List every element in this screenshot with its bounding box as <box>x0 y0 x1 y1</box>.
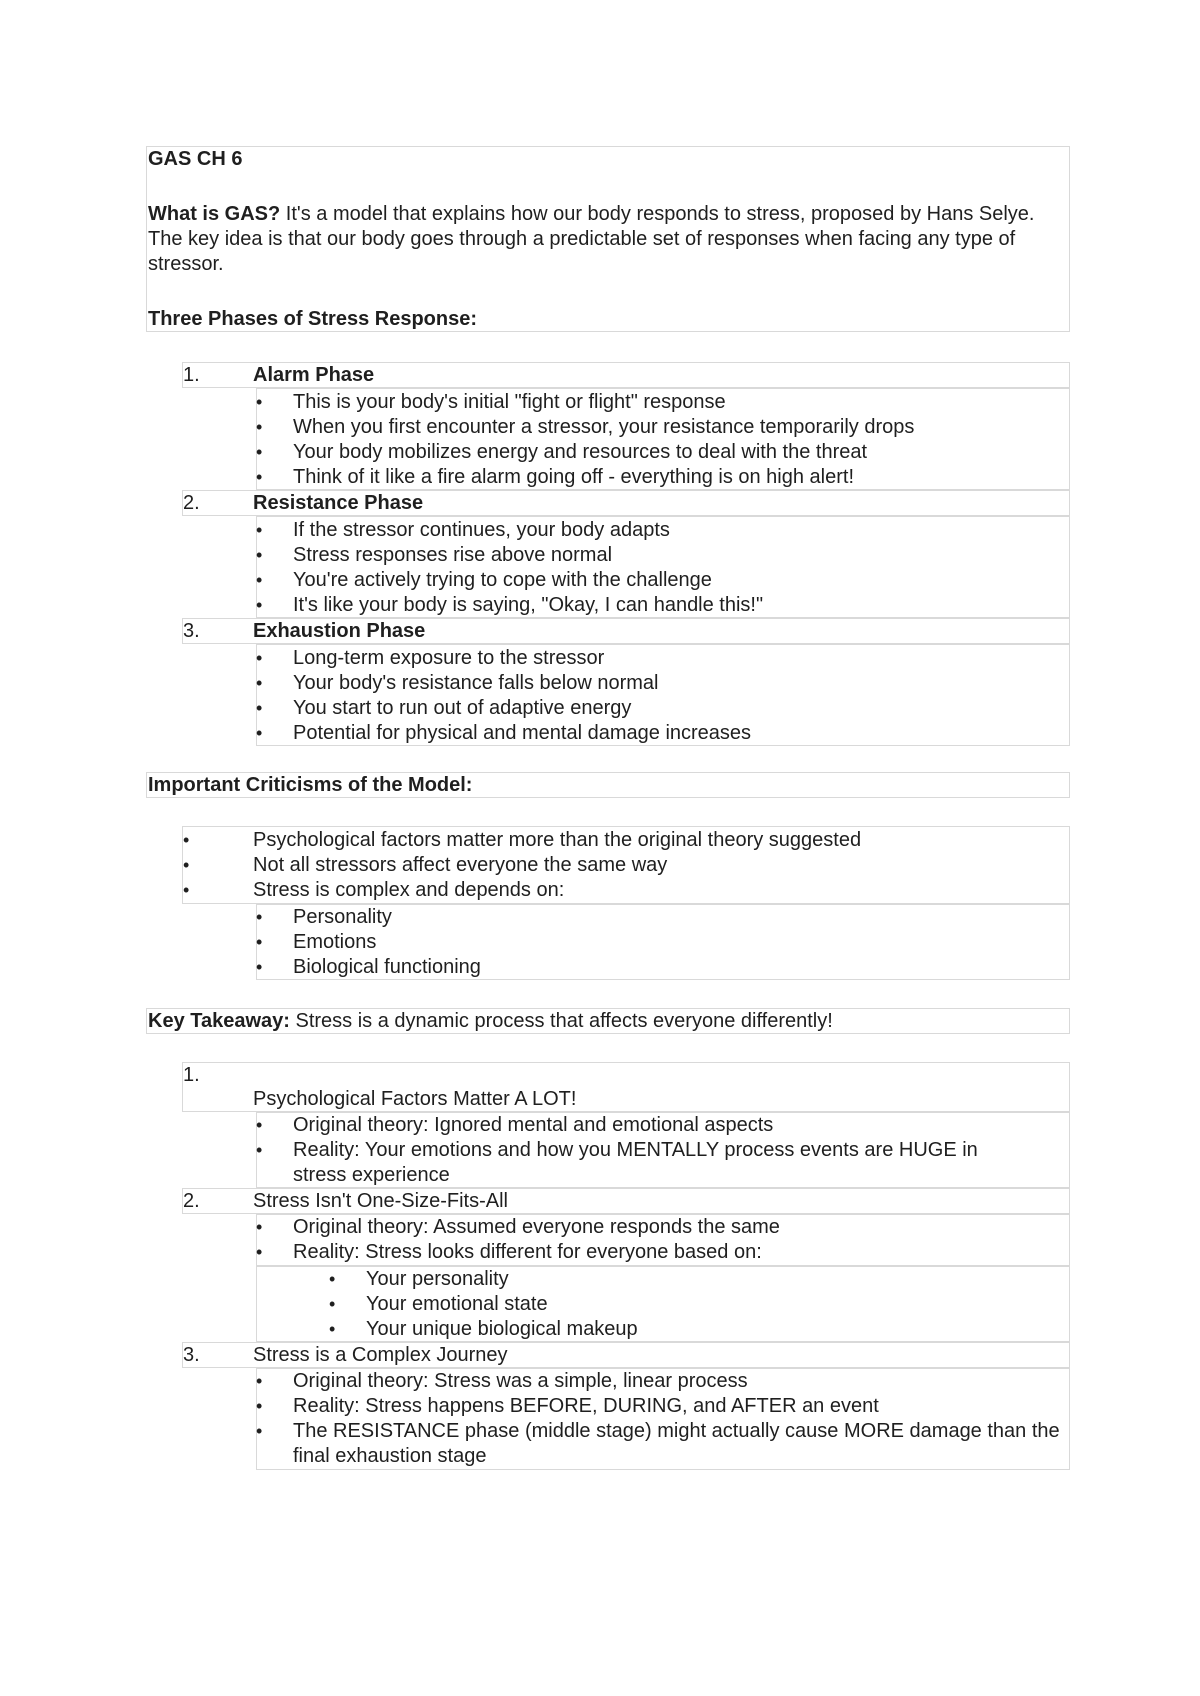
phase-1-item: Your body mobilizes energy and resources to deal with the threat <box>293 441 868 463</box>
detail-3-title: Stress is a Complex Journey <box>253 1344 508 1366</box>
bullet-icon: • <box>256 417 263 437</box>
bullet-icon: • <box>183 880 190 900</box>
detail-2-subitem: Your emotional state <box>366 1293 548 1315</box>
bullet-icon: • <box>329 1319 336 1339</box>
bullet-icon: • <box>256 1140 263 1160</box>
detail-3-item: The RESISTANCE phase (middle stage) might actually cause MORE damage than the final exhaustion stage <box>293 1420 1060 1467</box>
detail-2-subitem: Your unique biological makeup <box>366 1318 638 1340</box>
bullet-icon: • <box>256 1115 263 1135</box>
bullet-icon: • <box>256 1371 263 1391</box>
bullet-icon: • <box>256 442 263 462</box>
bullet-icon: • <box>256 907 263 927</box>
phase-2-item: You're actively trying to cope with the challenge <box>293 569 712 591</box>
takeaway-text: Stress is a dynamic process that affects everyone differently! <box>289 1010 833 1032</box>
detail-2-item: Original theory: Assumed everyone responds the same <box>293 1216 780 1238</box>
bullet-icon: • <box>183 855 190 875</box>
phases-heading: Three Phases of Stress Response: <box>148 308 478 330</box>
criticisms-heading: Important Criticisms of the Model: <box>148 774 473 796</box>
phase-1-name: Alarm Phase <box>253 364 375 386</box>
phase-3-number: 3. <box>183 620 200 642</box>
phase-3-item: Your body's resistance falls below normal <box>293 672 659 694</box>
criticism-item: Stress is complex and depends on: <box>253 879 565 901</box>
bullet-icon: • <box>256 1396 263 1416</box>
phase-3-item: You start to run out of adaptive energy <box>293 697 632 719</box>
bullet-icon: • <box>256 1242 263 1262</box>
depends-item: Biological functioning <box>293 956 481 978</box>
bullet-icon: • <box>256 1421 263 1441</box>
bullet-icon: • <box>256 673 263 693</box>
detail-2-number: 2. <box>183 1190 200 1212</box>
phase-2-number: 2. <box>183 492 200 514</box>
phase-3-name: Exhaustion Phase <box>253 620 426 642</box>
phase-2-item: Stress responses rise above normal <box>293 544 613 566</box>
detail-1-number: 1. <box>183 1064 200 1086</box>
detail-2-item: Reality: Stress looks different for everyone based on: <box>293 1241 762 1263</box>
bullet-icon: • <box>256 648 263 668</box>
takeaway-label: Key Takeaway: <box>148 1010 290 1032</box>
detail-3-number: 3. <box>183 1344 200 1366</box>
bullet-icon: • <box>256 932 263 952</box>
bullet-icon: • <box>256 392 263 412</box>
criticism-item: Psychological factors matter more than the original theory suggested <box>253 829 862 851</box>
phase-2-item: It's like your body is saying, "Okay, I can handle this!" <box>293 594 764 616</box>
bullet-icon: • <box>183 830 190 850</box>
detail-1-title: Psychological Factors Matter A LOT! <box>253 1088 577 1110</box>
intro-question: What is GAS? <box>148 203 281 225</box>
phase-2-name: Resistance Phase <box>253 492 424 514</box>
detail-3-item: Original theory: Stress was a simple, linear process <box>293 1370 748 1392</box>
bullet-icon: • <box>256 1217 263 1237</box>
phase-1-number: 1. <box>183 364 200 386</box>
criticism-item: Not all stressors affect everyone the same way <box>253 854 668 876</box>
bullet-icon: • <box>256 520 263 540</box>
bullet-icon: • <box>256 570 263 590</box>
phase-3-item: Potential for physical and mental damage increases <box>293 722 752 744</box>
bullet-icon: • <box>329 1294 336 1314</box>
phase-2-item: If the stressor continues, your body adapts <box>293 519 670 541</box>
detail-1-item: Reality: Your emotions and how you MENTALLY process events are HUGE in stress experience <box>293 1139 978 1186</box>
bullet-icon: • <box>256 698 263 718</box>
bullet-icon: • <box>256 723 263 743</box>
intro-paragraph <box>148 202 1068 277</box>
intro-text: It's a model that explains how our body responds to stress, proposed by Hans Selye. The key idea is that our body goes through a predictable set of responses when facing any type of stressor. <box>148 203 1035 275</box>
takeaway-line <box>148 1009 833 1034</box>
phase-1-item: When you first encounter a stressor, your resistance temporarily drops <box>293 416 915 438</box>
depends-item: Personality <box>293 906 392 928</box>
phase-1-item: This is your body's initial "fight or flight" response <box>293 391 726 413</box>
detail-2-subitem: Your personality <box>366 1268 509 1290</box>
phase-3-item: Long-term exposure to the stressor <box>293 647 605 669</box>
depends-item: Emotions <box>293 931 377 953</box>
detail-1-item: Original theory: Ignored mental and emotional aspects <box>293 1114 774 1136</box>
detail-3-item: Reality: Stress happens BEFORE, DURING, and AFTER an event <box>293 1395 879 1417</box>
phase-1-item: Think of it like a fire alarm going off - everything is on high alert! <box>293 466 855 488</box>
bullet-icon: • <box>256 957 263 977</box>
bullet-icon: • <box>256 595 263 615</box>
bullet-icon: • <box>256 467 263 487</box>
detail-2-title: Stress Isn't One-Size-Fits-All <box>253 1190 508 1212</box>
bullet-icon: • <box>329 1269 336 1289</box>
doc-title: GAS CH 6 <box>148 148 243 170</box>
bullet-icon: • <box>256 545 263 565</box>
